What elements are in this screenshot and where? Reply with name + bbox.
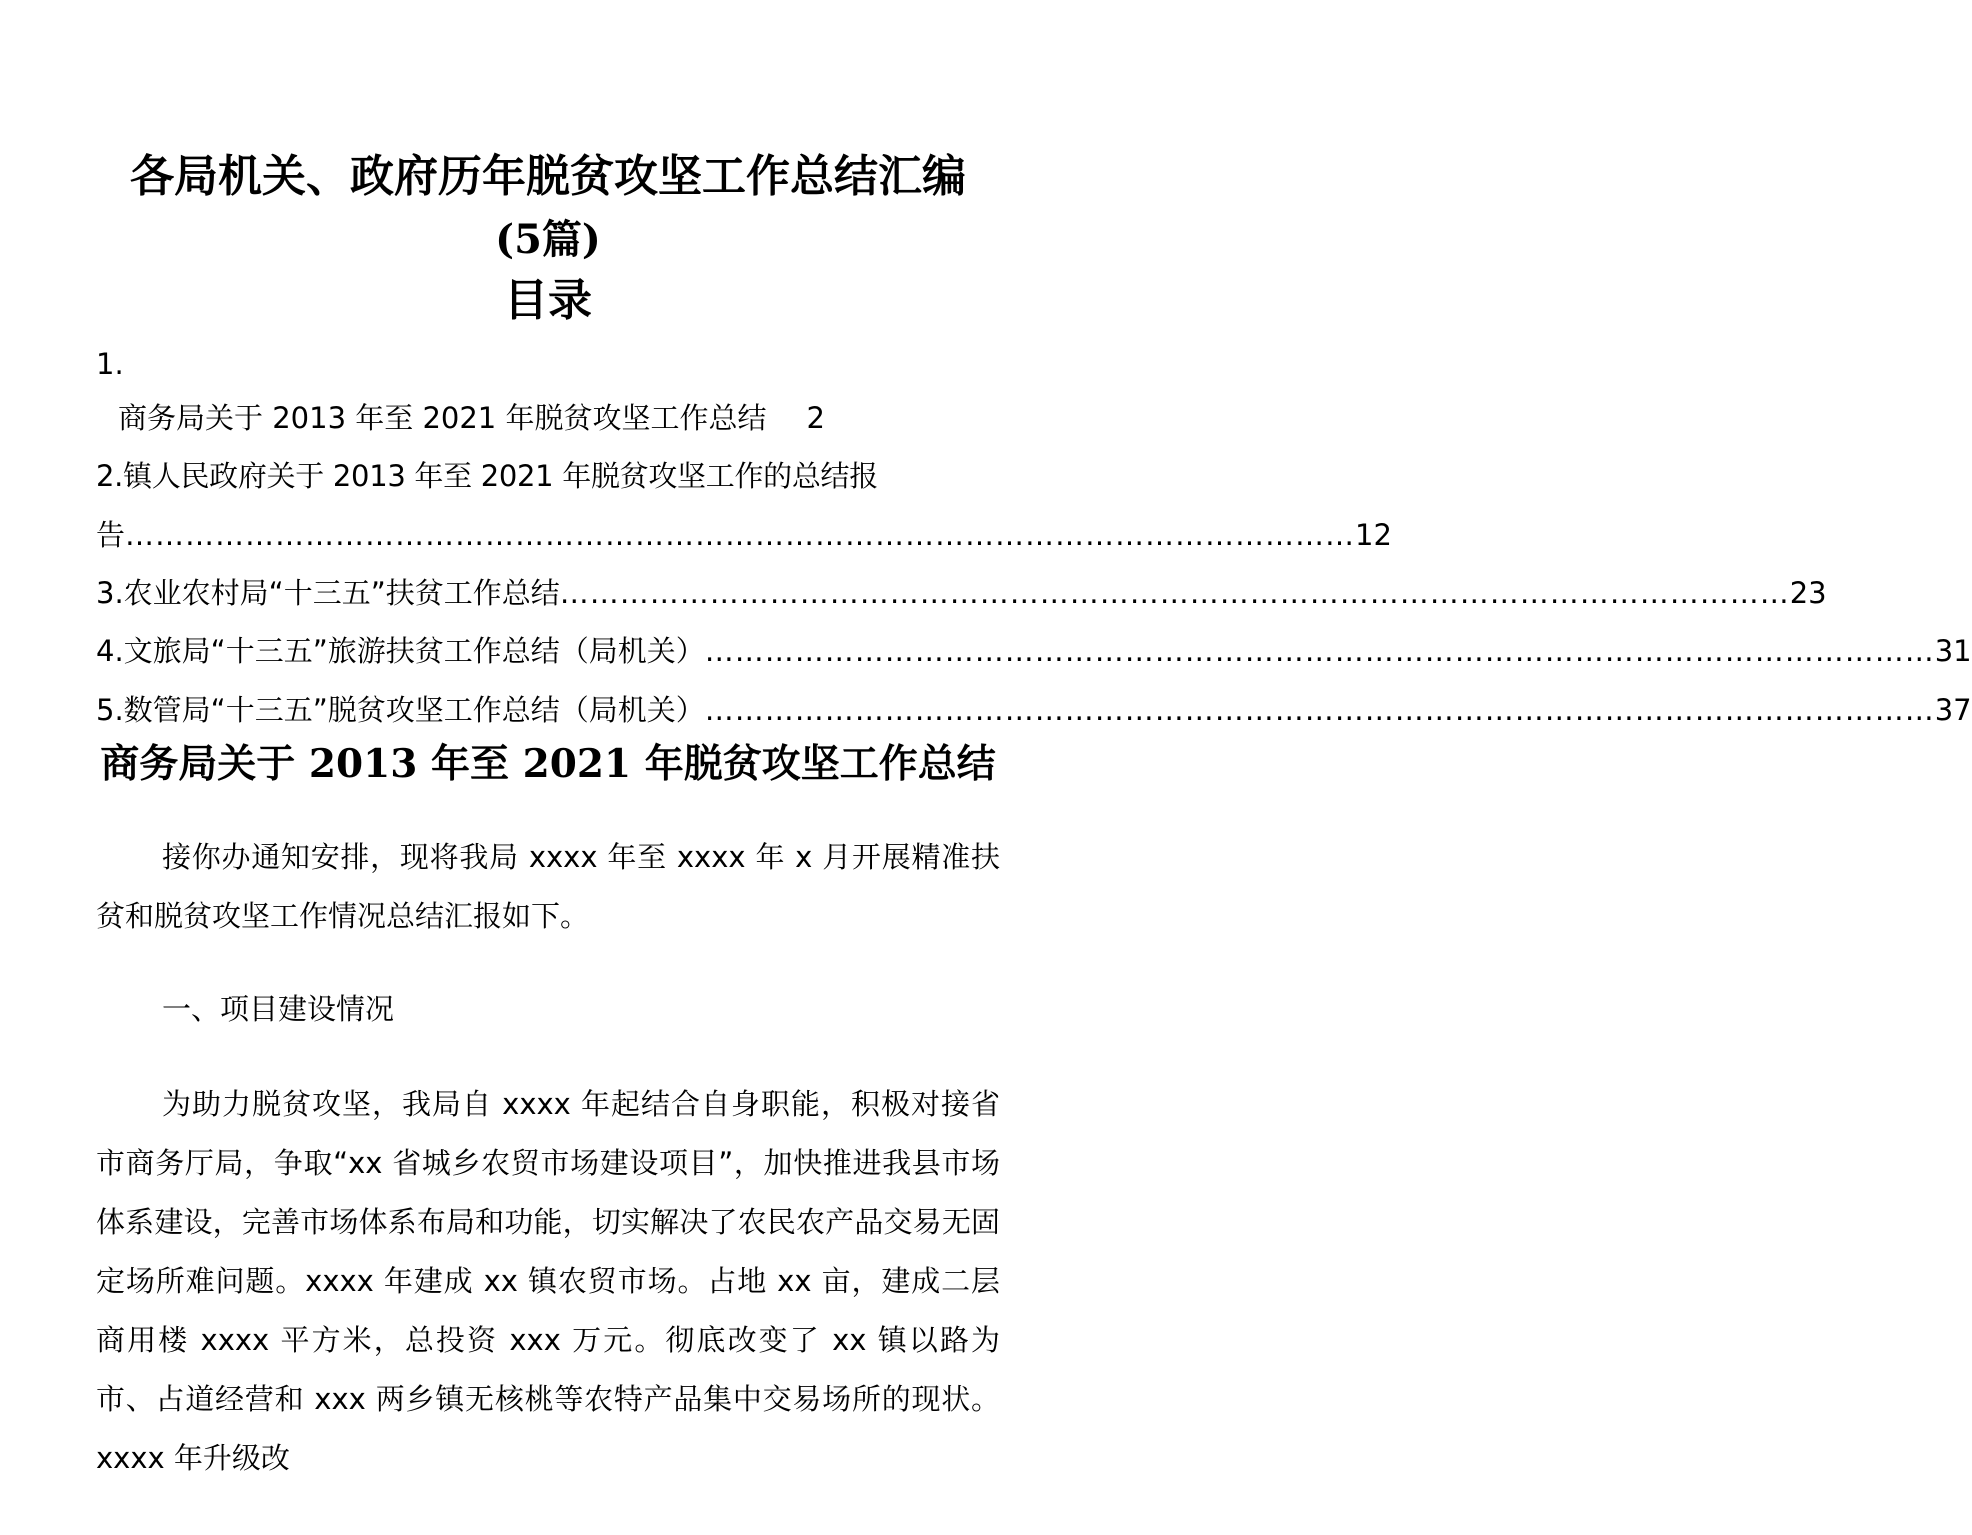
toc-entry-page: 31 <box>1934 634 1972 668</box>
intro-paragraph: 接你办通知安排，现将我局 xxxx 年至 xxxx 年 x 月开展精准扶贫和脱贫攻坚工作情况总结汇报如下。 <box>96 840 1000 933</box>
toc-leader-dots: …………………………………………………………………………………………………………… <box>125 518 1356 552</box>
toc-leader-dots: …………………………………………………………………………………………………………… <box>559 576 1790 610</box>
toc-entry-page: 37 <box>1934 693 1972 727</box>
toc-entry-label: 1. <box>96 347 124 381</box>
body-paragraph: 为助力脱贫攻坚，我局自 xxxx 年起结合自身职能，积极对接省市商务厅局，争取“xx 省城乡农贸市场建设项目”，加快推进我县市场体系建设，完善市场体系布局和功能，切实解决了农民农产品交易无固定场所难问题。xxxx 年建成 xx 镇农贸市场。占地 xx 亩，建成二层商用楼 xxxx 平方米，总投资 xxx 万元。彻底改变了 xx 镇以路为市、占道经营和 xxx 两乡镇无核桃等农特产品集中交易场所的现状。xxxx 年升级改 <box>96 1087 1000 1475</box>
section-heading: 一、项目建设情况 <box>162 992 395 1026</box>
toc-entry-page: 23 <box>1789 576 1827 610</box>
toc-entry-label: 5.数管局“十三五”脱贫攻坚工作总结（局机关） <box>96 693 705 727</box>
toc-entry-label: 告 <box>96 518 126 552</box>
toc-entry-2[interactable] <box>96 456 1000 496</box>
toc-entry-4[interactable] <box>96 631 1972 671</box>
toc-entry-page: 2 <box>806 401 825 435</box>
toc-entry-label: 2.镇人民政府关于 2013 年至 2021 年脱贫攻坚工作的总结报 <box>96 459 878 493</box>
toc-entry-label: 商务局关于 2013 年至 2021 年脱贫攻坚工作总结 <box>118 401 767 435</box>
toc-entry-page: 12 <box>1355 518 1392 552</box>
document-title-count: (5篇) <box>495 216 601 263</box>
document-title: 各局机关、政府历年脱贫攻坚工作总结汇编 <box>130 151 966 202</box>
toc-entry-label: 3.农业农村局“十三五”扶贫工作总结 <box>96 576 560 610</box>
toc-entry-3[interactable] <box>96 573 1827 613</box>
toc-heading: 目录 <box>504 275 592 326</box>
toc-entry-5[interactable] <box>96 690 1972 730</box>
toc-entry-label: 4.文旅局“十三五”旅游扶贫工作总结（局机关） <box>96 634 705 668</box>
section-title: 商务局关于 2013 年至 2021 年脱贫攻坚工作总结 <box>100 741 996 787</box>
toc-entry-1-number <box>96 344 1000 384</box>
toc-entry-1[interactable] <box>96 398 1000 438</box>
toc-leader-dots: …………………………………………………………………………………………………………… <box>704 693 1935 727</box>
toc-entry-2-continued[interactable] <box>96 515 1392 555</box>
toc-leader-dots: …………………………………………………………………………………………………………… <box>704 634 1935 668</box>
